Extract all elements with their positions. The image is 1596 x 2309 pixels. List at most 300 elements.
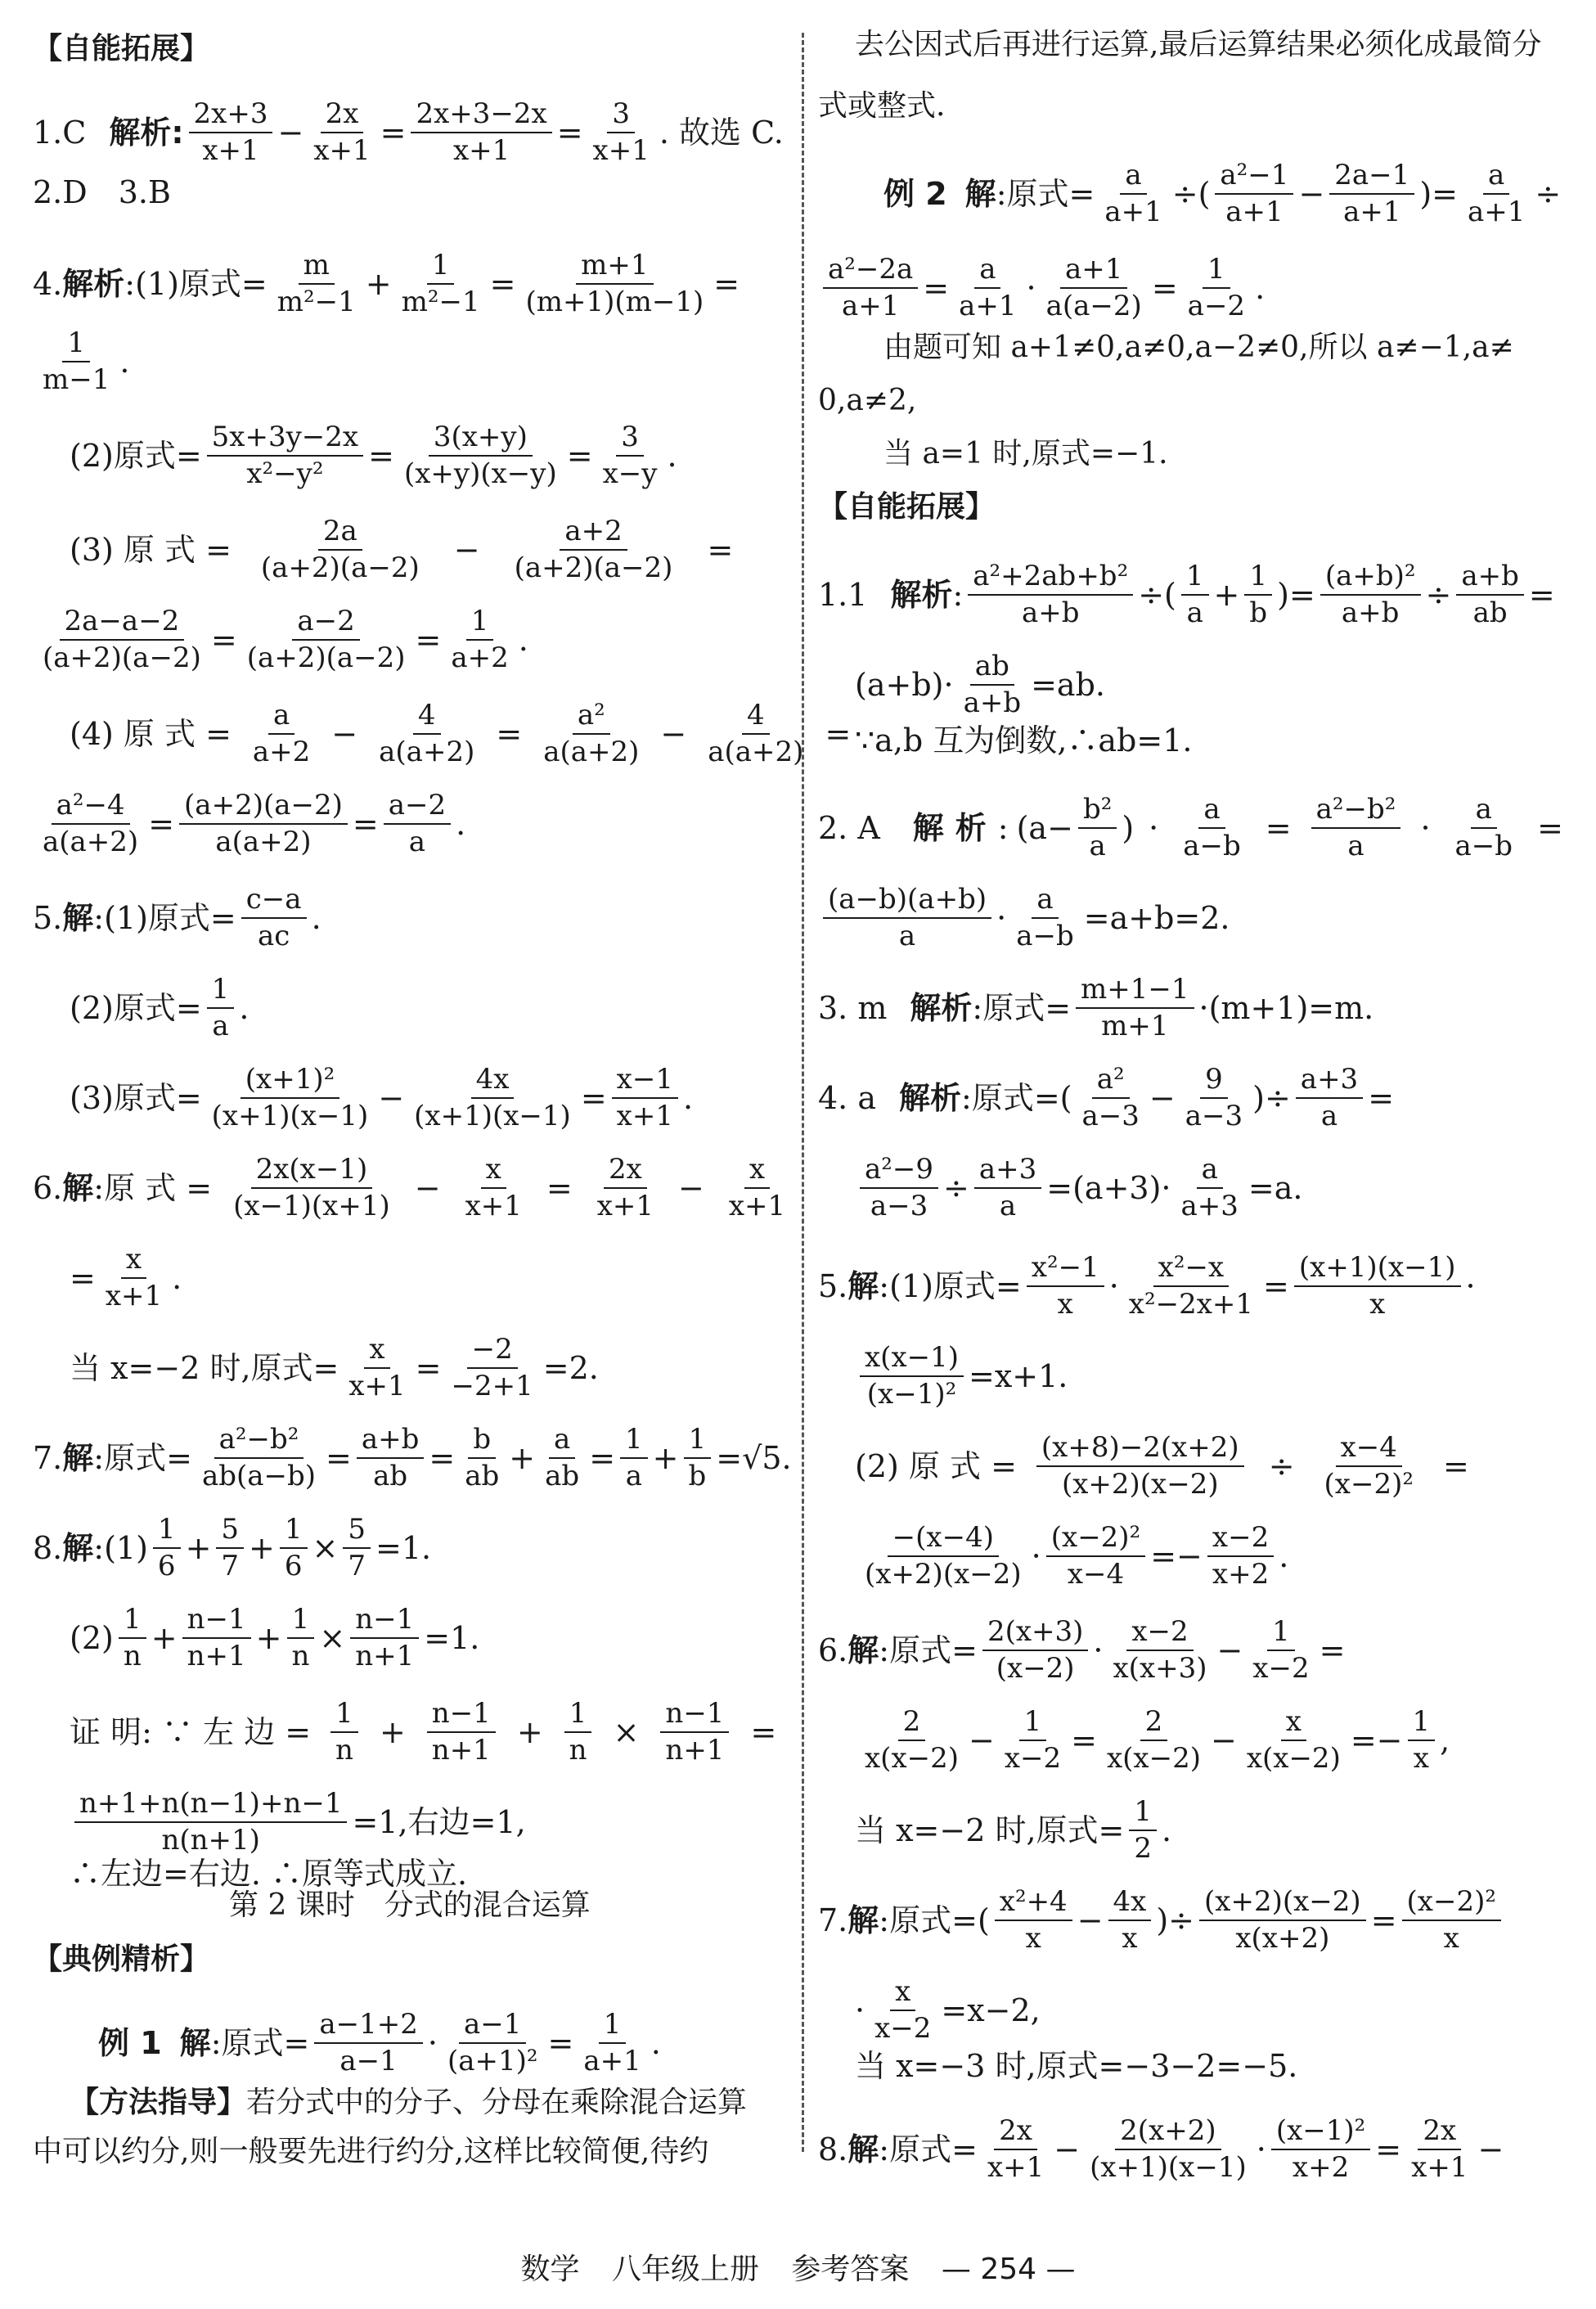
fraction [1450, 794, 1518, 862]
fraction [968, 560, 1133, 629]
numerator: m+1−1 [1076, 974, 1194, 1009]
numerator: a−2 [384, 790, 451, 825]
fraction [578, 2009, 645, 2077]
fraction [1456, 560, 1524, 629]
numerator: 3 [607, 98, 635, 133]
answer-r6-when: 当 x=−2 时,原式= $\frac{1}{2}$ . [855, 1795, 1172, 1866]
numerator: 5x+3y−2x [207, 421, 363, 457]
fraction [409, 1064, 576, 1132]
answer-r6: 6. 解 :原式= $\frac{2(x+3)}{(x-2)}$ · $\frac{x-2}{x(x+3)}$ − $\frac{1}{x-2}$ = [818, 1615, 1346, 1686]
numerator: (a−b)(a+b) [823, 884, 991, 919]
numerator: a [1120, 160, 1146, 195]
fraction [1077, 1064, 1144, 1132]
denominator: a−2 [1187, 290, 1246, 323]
denominator: x [1025, 1922, 1041, 1956]
denominator: x+1 [728, 1190, 786, 1223]
numerator: (x+1)(x−1) [1294, 1252, 1461, 1287]
denominator: x(x−2) [1246, 1742, 1341, 1776]
fraction [38, 605, 206, 674]
fraction [1041, 254, 1147, 322]
denominator: a+1 [959, 290, 1017, 323]
numerator: 2 [1140, 1706, 1168, 1741]
denominator: x−2 [1252, 1652, 1310, 1686]
fraction [179, 790, 348, 858]
denominator: ab [545, 1460, 580, 1493]
numerator: a [268, 700, 294, 735]
denominator: (x+1)(x−1) [211, 1100, 369, 1133]
denominator: x−y [602, 457, 658, 491]
denominator: (x−2) [996, 1652, 1075, 1686]
fraction [189, 98, 273, 167]
denominator: m−1 [43, 363, 110, 397]
denominator: x [1057, 1288, 1073, 1321]
fraction [860, 1522, 1027, 1591]
numerator: 2x [604, 1154, 647, 1189]
denominator: a [1347, 830, 1364, 863]
fraction [540, 1424, 584, 1492]
denominator: a+2 [451, 641, 509, 675]
numerator: 1 [287, 1604, 315, 1639]
numerator: (x+8)−2(x+2) [1036, 1432, 1244, 1467]
answer-r5-2: (2) 原 式 = $\frac{(x+8)-2(x+2)}{(x+2)(x-2)}$ ÷ $\frac{x-4}{\text{(x−2)²}}$ = [855, 1431, 1469, 1501]
answer-8-2: (2) $\frac{1}{n}$ + $\frac{n-1}{n+1}$ + $\frac{1}{n}$ × $\frac{n-1}{n+1}$ =1. [70, 1603, 480, 1673]
fraction [1199, 1886, 1366, 1955]
numerator: n−1 [350, 1604, 419, 1639]
fraction [1183, 254, 1250, 322]
denominator: (a+2)(a−2) [514, 551, 673, 585]
fraction [1242, 1706, 1346, 1775]
fraction [1180, 1064, 1248, 1132]
numerator: x [481, 1154, 506, 1189]
numerator: x [744, 1154, 770, 1189]
fraction [1011, 884, 1079, 952]
denominator: x [1413, 1742, 1429, 1776]
denominator: a(a+2) [215, 826, 312, 859]
fraction [344, 1334, 410, 1402]
fraction [1406, 2115, 1472, 2184]
numerator: 2x [321, 98, 364, 133]
fraction [959, 650, 1027, 719]
numerator: 5 [343, 1514, 371, 1549]
answer-4-4: (4) 原 式 = $\frac{a}{a+2}$ − $\frac{4}{a(a+2)}$ = $\frac{\text{a²}}{a(a+2)}$ − $\frac{4}{a(a+2)}$ = [70, 699, 852, 769]
jiexi-label: 解析: [109, 115, 184, 151]
fraction [272, 250, 361, 318]
numerator: (x+1)² [241, 1064, 339, 1099]
fraction [1271, 2115, 1370, 2184]
numerator: a²−b² [1311, 794, 1401, 829]
answer-4-3: (3) 原 式 = $\frac{2a}{(a+2)(a-2)}$ − $\frac{a+2}{(a+2)(a-2)}$ = [70, 515, 734, 585]
numerator: 1 [1181, 560, 1209, 596]
fraction [197, 1424, 321, 1492]
numerator: 1 [207, 974, 235, 1009]
fraction [1129, 1796, 1157, 1865]
denominator: a+2 [252, 736, 311, 769]
fraction [564, 1698, 592, 1767]
fraction [38, 790, 143, 858]
answer-r6-cont: $\frac{2}{x(x-2)}$ − $\frac{1}{x-2}$ = $\frac{2}{x(x-2)}$ − $\frac{x}{x(x-2)}$ =− $\frac{1}{x}$ , [818, 1706, 1450, 1775]
method-guide-line-2: 中可以约分,则一般要先进行约分,这样比较简便,待约 [33, 2135, 709, 2168]
numerator: x(x−1) [860, 1342, 964, 1377]
numerator: a [1032, 884, 1058, 919]
denominator: a(a−2) [1045, 290, 1142, 323]
fraction [1244, 560, 1272, 629]
numerator: 1 [280, 1514, 308, 1549]
fraction [1248, 1616, 1314, 1685]
denominator: n [569, 1734, 587, 1767]
fraction [1320, 560, 1421, 629]
denominator: a+b [963, 686, 1022, 720]
example-2-cont: $\frac{\text{a²−2a}}{a+1}$ = $\frac{a}{a+1}$ · $\frac{a+1}{a(a-2)}$ = $\frac{1}{a-2}$ . [818, 254, 1265, 322]
denominator: x+1 [202, 134, 259, 168]
fraction [101, 1244, 167, 1312]
denominator: x+1 [596, 1190, 654, 1223]
denominator: ab [465, 1460, 500, 1493]
denominator: a−3 [1081, 1100, 1140, 1133]
numerator: ab [970, 650, 1014, 686]
fraction [446, 605, 513, 674]
numerator: a² [1092, 1064, 1130, 1099]
numerator: x [1281, 1706, 1306, 1741]
fraction [1036, 1432, 1244, 1501]
denominator: n+1 [355, 1640, 415, 1673]
denominator: x+1 [1411, 2151, 1468, 2185]
numerator: a [1198, 794, 1225, 829]
numerator: 3 [616, 421, 644, 457]
fraction [1076, 974, 1194, 1042]
denominator: a [408, 826, 426, 859]
numerator: a²−2a [823, 254, 918, 289]
numerator: x−4 [1336, 1432, 1402, 1467]
numerator: 1 [427, 250, 455, 285]
fraction [1085, 2115, 1252, 2184]
numerator: n+1+n(n−1)+n−1 [74, 1788, 347, 1823]
denominator: a−b [1183, 830, 1241, 863]
fraction [724, 1154, 790, 1222]
numerator: 1 [564, 1698, 592, 1733]
numerator: 1 [599, 2009, 627, 2044]
numerator: 2a [318, 515, 362, 551]
numerator: 1 [1244, 560, 1272, 596]
answer-4-1: 4. 解析 :(1)原式= $\frac{m}{\text{m²−1}}$ + $\frac{1}{\text{m²−1}}$ = $\frac{m+1}{(m+1)(m-1)}$ = [33, 249, 740, 319]
denominator: ab [1472, 596, 1508, 630]
fraction [256, 515, 425, 584]
answer-r5-1-cont: $\frac{x(x-1)}{\text{(x−1)²}}$ =x+1. [818, 1342, 1068, 1411]
denominator: a+1 [583, 2045, 641, 2078]
numerator: x−1 [612, 1064, 678, 1099]
fraction [1463, 160, 1530, 228]
fraction [228, 1154, 395, 1222]
denominator: x+2 [1212, 1558, 1270, 1591]
denominator: (x+y)(x−y) [403, 457, 557, 491]
denominator: x(x−2) [1106, 1742, 1201, 1776]
fraction [1207, 1522, 1274, 1591]
denominator: a [212, 1010, 229, 1043]
footer-subject: 数学 [520, 2253, 580, 2286]
numerator: a+3 [974, 1154, 1041, 1189]
denominator: n(n+1) [161, 1824, 260, 1857]
denominator: a+1 [1104, 196, 1162, 229]
numerator: 2x+3 [189, 98, 273, 133]
denominator: x+1 [987, 2151, 1045, 2185]
numerator: a [1483, 160, 1509, 195]
denominator: a+1 [1343, 196, 1401, 229]
denominator: x+1 [592, 134, 650, 168]
proof-line-1: 证 明: ∵ 左 边 = $\frac{1}{n}$ + $\frac{n-1}{n+1}$ + $\frac{1}{n}$ × $\frac{n-1}{n+1}$ = [70, 1697, 777, 1767]
fraction [1215, 160, 1293, 228]
denominator: x+1 [313, 134, 371, 168]
answer-4-1-cont: $\frac{1}{m-1}$ . [33, 327, 129, 396]
denominator: 7 [348, 1550, 366, 1583]
fraction [1108, 1616, 1212, 1685]
numerator: 2x [994, 2115, 1037, 2150]
fraction [1408, 1706, 1436, 1775]
fraction [1099, 160, 1167, 228]
denominator: a+1 [1225, 196, 1284, 229]
fraction [286, 1604, 314, 1672]
fraction [1027, 1252, 1104, 1321]
numerator: a−1 [459, 2009, 526, 2044]
denominator: x²−2x+1 [1128, 1288, 1254, 1321]
numerator: a−2 [292, 605, 359, 641]
numerator: a² [573, 700, 610, 735]
fraction [308, 98, 375, 167]
numerator: 4 [742, 700, 770, 735]
numerator: (x−2)² [1402, 1886, 1501, 1921]
denominator: n [291, 1640, 310, 1673]
fraction [1078, 794, 1117, 862]
numerator: c−a [241, 884, 307, 919]
page-number: — 254 — [941, 2253, 1076, 2286]
numerator: a [1471, 794, 1497, 829]
numerator: x [890, 1976, 915, 2011]
numerator: 2x+3−2x [411, 98, 551, 133]
numerator: 1 [466, 605, 494, 641]
fraction [598, 421, 663, 490]
fraction [995, 1886, 1072, 1955]
numerator: m [299, 250, 335, 285]
answer-r1-concl: ∵a,b 互为倒数,∴ab=1. [855, 722, 1193, 758]
fraction [350, 1604, 419, 1672]
denominator: a−1 [339, 2045, 398, 2078]
denominator: x+1 [105, 1280, 163, 1313]
fraction [241, 884, 307, 952]
fraction [1294, 1252, 1461, 1321]
page-footer [0, 2246, 1596, 2288]
numerator: 9 [1200, 1064, 1228, 1099]
proof-conclusion: ∴左边=右边. ∴原等式成立. [70, 1856, 468, 1892]
fraction [1181, 560, 1209, 629]
numerator: 1 [1019, 1706, 1047, 1741]
fraction [860, 1706, 964, 1775]
fraction [399, 421, 562, 490]
denominator: x−2 [1004, 1742, 1062, 1776]
denominator: (a+1)² [447, 2045, 538, 2078]
denominator: x+1 [616, 1100, 673, 1133]
denominator: a [1089, 830, 1106, 863]
denominator: a+1 [1467, 196, 1526, 229]
answer-r1-cont: (a+b)· $\frac{ab}{a+b}$ =ab. [855, 650, 1105, 720]
answer-4-3-cont: $\frac{2a-a-2}{(a+2)(a-2)}$ = $\frac{a-2}{(a+2)(a-2)}$ = $\frac{1}{a+2}$ . [33, 605, 528, 674]
denominator: x²−y² [246, 457, 324, 491]
numerator: a [1197, 1154, 1223, 1189]
answer-5-3: (3)原式= $\frac{\text{(x+1)²}}{(x+1)(x-1)}$ − $\frac{4x}{(x+1)(x-1)}$ = $\frac{x-1}{x+1}$ . [70, 1063, 694, 1133]
fraction [1102, 1706, 1206, 1775]
numerator: (x−1)² [1271, 2115, 1370, 2150]
method-guide-line-3: 去公因式后再进行运算,最后运算结果必须化成最简分 [855, 28, 1542, 61]
denominator: (a+2)(a−2) [43, 641, 201, 675]
numerator: b [468, 1424, 496, 1459]
denominator: n [123, 1640, 142, 1673]
answer-r5-1: 5. 解 :(1)原式= $\frac{\text{x²−1}}{x}$ · $\frac{\text{x²−x}}{\text{x²−2x+1}}$ = $\frac{(x+1)(x-1)}{x}$ · [818, 1251, 1476, 1321]
fraction [119, 1604, 146, 1672]
numerator: (x−2)² [1046, 1522, 1145, 1557]
denominator: 6 [157, 1550, 176, 1583]
method-guide-line-4: 式或整式. [818, 89, 946, 123]
answer-4-2: (2)原式= $\frac{5x+3y-2x}{\text{x²−y²}}$ = $\frac{3(x+y)}{(x+y)(x-y)}$ = $\frac{3}{x-y}$ . [70, 421, 677, 491]
numerator: 2(x+2) [1115, 2115, 1221, 2150]
answer-r8: 8. 解 :原式= $\frac{2x}{x+1}$ − $\frac{2(x+2)}{(x+1)(x-1)}$ · $\frac{\text{(x−1)²}}{x+2}$ = $\frac{2x}{x+1}$ − [818, 2114, 1504, 2185]
numerator: a²−4 [52, 790, 130, 825]
denominator: x(x−2) [865, 1742, 959, 1776]
denominator: n [335, 1734, 353, 1767]
denominator: a(a+2) [708, 736, 804, 769]
denominator: 2 [1134, 1832, 1153, 1866]
numerator: 1 [330, 1698, 358, 1733]
numerator: (a+2)(a−2) [179, 790, 348, 825]
numerator: −(x−4) [888, 1522, 999, 1557]
numerator: a−1+2 [314, 2009, 423, 2044]
fraction [216, 1514, 244, 1582]
denominator: x−4 [1067, 1558, 1125, 1591]
numerator: n−1 [182, 1604, 251, 1639]
answer-8-1: 8. 解 :(1) $\frac{1}{6}$ + $\frac{5}{7}$ + $\frac{1}{6}$ × $\frac{5}{7}$ =1. [33, 1513, 432, 1583]
fraction [153, 1514, 181, 1582]
method-guide-line-1: 【方法指导】 若分式中的分子、分母在乘除混合运算 [70, 2086, 748, 2119]
answer-r5-2-cont: $\frac{-(x-4)}{(x+2)(x-2)}$ · $\frac{\text{(x−2)²}}{x-4}$ =− $\frac{x-2}{x+2}$ . [818, 1522, 1288, 1591]
answer-1: 1.C 解析: $\frac{2x+3}{x+1}$ − $\frac{2x}{x+1}$ = $\frac{2x+3-2x}{x+1}$ = $\frac{3}{x+1}$ . 故选 C. [33, 97, 784, 168]
numerator: 2 [898, 1706, 926, 1741]
fraction [1046, 1522, 1145, 1591]
numerator: n−1 [660, 1698, 729, 1733]
example-2-cond-3: 当 a=1 时,原式=−1. [883, 437, 1168, 470]
denominator: a+b [1341, 596, 1400, 630]
denominator: 7 [221, 1550, 240, 1583]
denominator: x(x+2) [1235, 1922, 1330, 1956]
fraction [38, 327, 115, 396]
answer-r7: 7. 解 :原式= ( $\frac{\text{x²+4}}{x}$ − $\frac{4x}{x}$ )÷ $\frac{(x+2)(x-2)}{x(x+2)}$ = $\frac{\text{(x−2)²}}{x}$ [818, 1886, 1506, 1955]
fraction [248, 700, 315, 768]
fraction [314, 2009, 423, 2077]
denominator: (x−1)(x+1) [233, 1190, 390, 1223]
fraction [588, 98, 654, 167]
fraction [461, 1154, 527, 1222]
numerator: a²−9 [860, 1154, 938, 1189]
answer-6: 6. 解 :原 式 = $\frac{2x(x-1)}{(x-1)(x+1)}$ − $\frac{x}{x+1}$ = $\frac{2x}{x+1}$ − $\frac{x}{x+1}$ [33, 1154, 795, 1222]
numerator: 1 [153, 1514, 181, 1549]
numerator: 1 [119, 1604, 146, 1639]
denominator: a [999, 1190, 1017, 1223]
denominator: m²−1 [401, 286, 480, 319]
fraction [860, 1342, 964, 1411]
example-1: 例 1 解 :原式= $\frac{a-1+2}{a-1}$ · $\frac{a-1}{\text{(a+1)²}}$ = $\frac{1}{a+1}$ . [98, 2008, 661, 2078]
denominator: a−3 [870, 1190, 928, 1223]
denominator: −2+1 [451, 1370, 533, 1403]
numerator: 1 [684, 1424, 712, 1459]
numerator: a+2 [560, 515, 627, 551]
answer-5-2: (2)原式= $\frac{1}{a}$ . [70, 973, 250, 1043]
denominator: x [1443, 1922, 1459, 1956]
fraction [684, 1424, 712, 1492]
denominator: x+1 [348, 1370, 406, 1403]
numerator: 1 [1203, 254, 1230, 289]
numerator: 1 [62, 327, 90, 362]
denominator: a(a+2) [379, 736, 475, 769]
fraction [207, 1064, 374, 1132]
fraction [447, 1334, 538, 1402]
denominator: (x+2)(x−2) [1061, 1468, 1219, 1501]
denominator: n+1 [665, 1734, 725, 1767]
fraction [823, 254, 918, 322]
section-header-zineng: 【自能拓展】 [33, 32, 210, 65]
fraction [954, 254, 1021, 322]
example-2: 例 2 解 :原式= $\frac{a}{a+1}$ ÷( $\frac{\text{a²−1}}{a+1}$ − $\frac{2a-1}{a+1}$ )= $\frac{a}{a+1}$ ÷ [883, 159, 1562, 229]
denominator: 6 [284, 1550, 303, 1583]
fraction [974, 1154, 1041, 1222]
fraction [823, 884, 991, 952]
numerator: 4 [413, 700, 441, 735]
fraction [330, 1698, 358, 1767]
answer-r7-when: 当 x=−3 时,原式=−3−2=−5. [855, 2048, 1298, 2084]
numerator: a²+2ab+b² [968, 560, 1133, 596]
denominator: a(a+2) [543, 736, 640, 769]
answer-7: 7. 解 :原式= $\frac{\text{a²−b²}}{ab(a-b)}$ = $\frac{a+b}{ab}$ = $\frac{b}{ab}$ + $\frac{a}{ab}$ = $\frac{1}{a}$ + $\frac{1}{b}$ =√5. [33, 1423, 792, 1493]
fraction [242, 605, 411, 674]
fraction [1402, 1886, 1501, 1955]
denominator: (x−1)² [866, 1378, 957, 1411]
denominator: m²−1 [276, 286, 356, 319]
denominator: n+1 [187, 1640, 246, 1673]
fraction [592, 1154, 659, 1222]
answer-6-cont: = $\frac{x}{x+1}$ . [70, 1243, 182, 1313]
numerator: a [974, 254, 1000, 289]
lesson-title: 第 2 课时 分式的混合运算 [229, 1888, 591, 1922]
denominator: x(x+3) [1113, 1652, 1207, 1686]
fraction [1329, 160, 1414, 228]
denominator: ac [258, 920, 290, 953]
denominator: x+2 [1292, 2151, 1350, 2185]
fraction [620, 1424, 648, 1492]
fraction [397, 250, 485, 318]
denominator: x+1 [465, 1190, 522, 1223]
fraction [1000, 1706, 1066, 1775]
denominator: (a+2)(a−2) [260, 551, 420, 585]
denominator: a(a+2) [43, 826, 139, 859]
numerator: −2 [467, 1334, 518, 1369]
denominator: a−3 [1185, 1100, 1243, 1133]
denominator: (m+1)(m−1) [525, 286, 704, 319]
numerator: 1 [1129, 1796, 1157, 1831]
numerator: 4x [1108, 1886, 1152, 1921]
denominator: x [1369, 1288, 1386, 1321]
fraction [74, 1788, 347, 1857]
fraction [612, 1064, 678, 1132]
denominator: b [688, 1460, 707, 1493]
example-2-cond-1: 由题可知 a+1≠0,a≠0,a−2≠0,所以 a≠−1,a≠ [883, 331, 1514, 364]
answer-r3: 3. m 解析 :原式= $\frac{m+1-1}{m+1}$ ·(m+1)=m. [818, 973, 1374, 1043]
denominator: a [1320, 1100, 1338, 1133]
answer-r4-cont: $\frac{\text{a²−9}}{a-3}$ ÷ $\frac{a+3}{a}$ =(a+3)· $\frac{a}{a+3}$ =a. [818, 1154, 1302, 1222]
numerator: a+b [357, 1424, 425, 1459]
